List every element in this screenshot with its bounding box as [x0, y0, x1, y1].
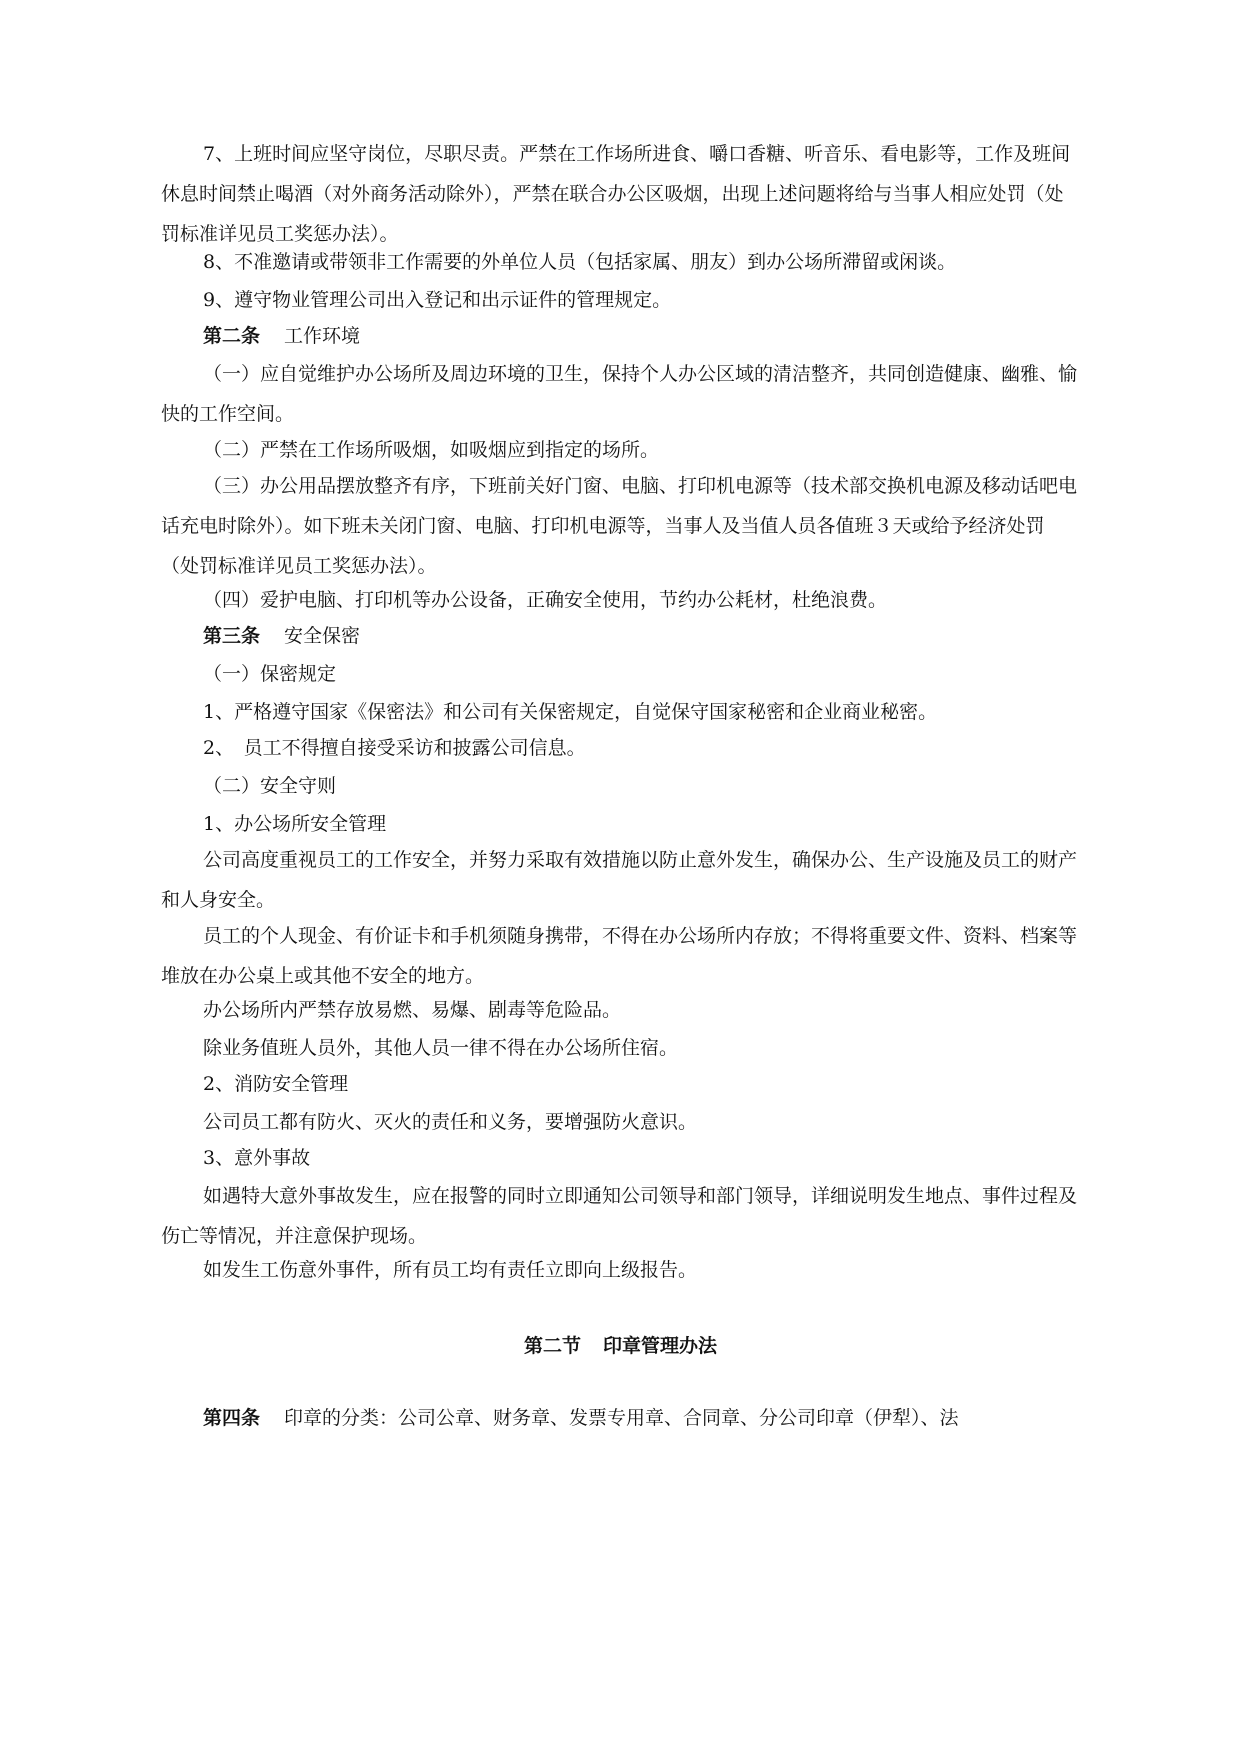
safety-subheading: （二）安全守则: [203, 775, 337, 797]
confidentiality-item-1: 1、严格遵守国家《保密法》和公司有关保密规定，自觉保守国家秘密和企业商业秘密。: [203, 701, 938, 723]
item-7: 7、上班时间应坚守岗位，尽职尽责。严禁在工作场所进食、嚼口香糖、听音乐、看电影等，工作及班间休息时间禁止喝酒（对外商务活动除外），严禁在联合办公区吸烟，出现上述问题将给与当事人相应处罚（处罚标准详见员工奖惩办法）。: [161, 143, 1071, 245]
confidentiality-subheading: （一）保密规定: [203, 663, 337, 685]
fire-safety-para: 公司员工都有防火、灭火的责任和义务，要增强防火意识。: [203, 1111, 698, 1133]
section-title: [0, 1326, 1241, 1366]
article-3-title: 安全保密: [284, 625, 361, 647]
article-3-label: 第三条: [203, 625, 261, 647]
article-2-para-4: （四）爱护电脑、打印机等办公设备，正确安全使用，节约办公耗材，杜绝浪费。: [203, 589, 888, 611]
article-3-heading: [203, 616, 1081, 656]
article-4-text: 印章的分类：公司公章、财务章、发票专用章、合同章、分公司印章（伊犁）、法: [284, 1407, 959, 1429]
article-2-para-3: （三）办公用品摆放整齐有序，下班前关好门窗、电脑、打印机电源等（技术部交换机电源及移动话吧电话充电时除外）。如下班未关闭门窗、电脑、打印机电源等，当事人及当值人员各值班３天或给予经济处罚（处罚标准详见员工奖惩办法）。: [161, 475, 1078, 577]
office-safety-para-3: 办公场所内严禁存放易燃、易爆、剧毒等危险品。: [203, 999, 622, 1021]
item-9: 9、遵守物业管理公司出入登记和出示证件的管理规定。: [203, 289, 672, 311]
article-2-title: 工作环境: [284, 325, 361, 347]
fire-safety-heading: 2、消防安全管理: [203, 1073, 349, 1095]
accident-para-2: 如发生工伤意外事件，所有员工均有责任立即向上级报告。: [203, 1259, 698, 1281]
article-2-para-1: （一）应自觉维护办公场所及周边环境的卫生，保持个人办公区域的清洁整齐，共同创造健康、幽雅、愉快的工作空间。: [161, 363, 1078, 425]
office-safety-heading: 1、办公场所安全管理: [203, 813, 387, 835]
office-safety-para-4: 除业务值班人员外，其他人员一律不得在办公场所住宿。: [203, 1037, 679, 1059]
article-4: [203, 1398, 1081, 1438]
item-8: 8、不准邀请或带领非工作需要的外单位人员（包括家属、朋友）到办公场所滞留或闲谈。: [203, 251, 957, 273]
section-name: 印章管理办法: [603, 1335, 718, 1357]
confidentiality-item-2: 2、 员工不得擅自接受采访和披露公司信息。: [203, 737, 586, 759]
office-safety-para-2: 员工的个人现金、有价证卡和手机须随身携带，不得在办公场所内存放；不得将重要文件、资料、档案等堆放在办公桌上或其他不安全的地方。: [161, 925, 1078, 987]
article-2-label: 第二条: [203, 325, 261, 347]
section-number: 第二节: [523, 1335, 581, 1357]
accident-para-1: 如遇特大意外事故发生，应在报警的同时立即通知公司领导和部门领导，详细说明发生地点、事件过程及伤亡等情况，并注意保护现场。: [161, 1185, 1078, 1247]
office-safety-para-1: 公司高度重视员工的工作安全，并努力采取有效措施以防止意外发生，确保办公、生产设施及员工的财产和人身安全。: [161, 849, 1078, 911]
article-2-heading: [203, 316, 1081, 356]
accident-heading: 3、意外事故: [203, 1147, 311, 1169]
article-2-para-2: （二）严禁在工作场所吸烟，如吸烟应到指定的场所。: [203, 439, 660, 461]
article-4-label: 第四条: [203, 1407, 261, 1429]
